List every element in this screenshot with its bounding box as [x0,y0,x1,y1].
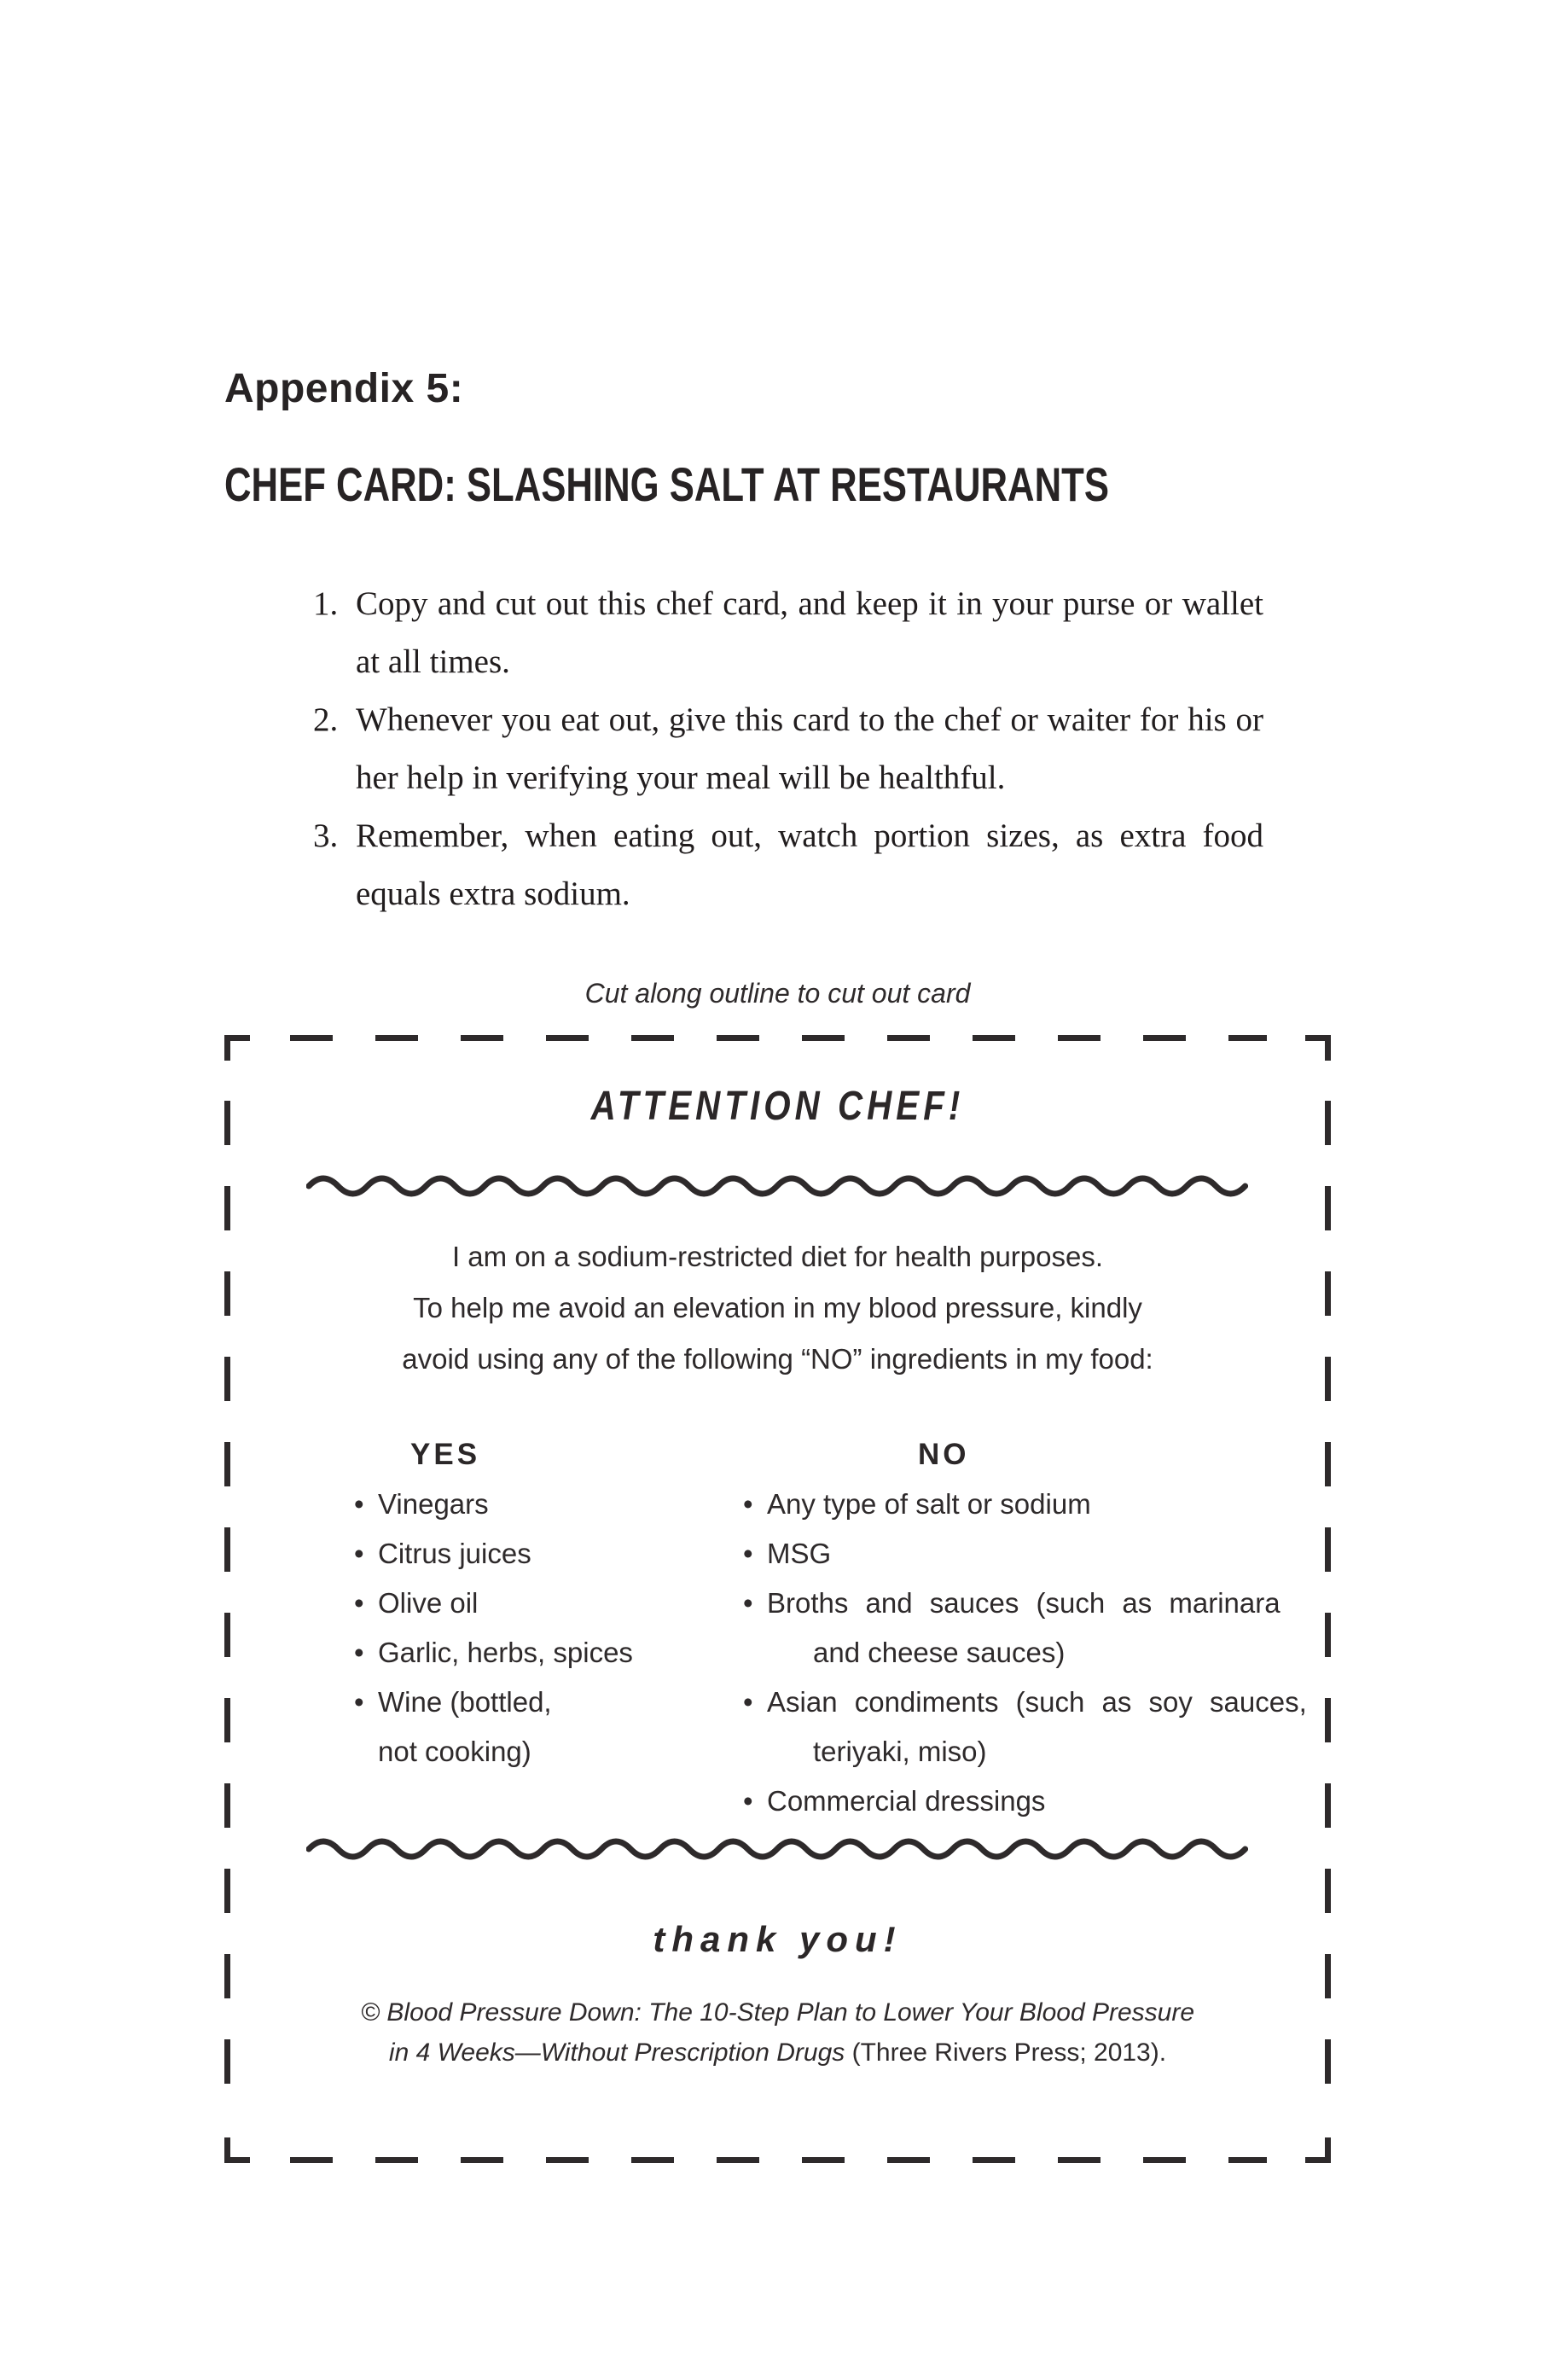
list-item [354,1628,734,1678]
bullet-icon: • [743,1538,753,1569]
list-item [354,1579,734,1628]
list-item-text: Broths and sauces (such as marinara [767,1587,1281,1619]
bullet-icon: • [354,1637,364,1668]
list-item-text: Vinegars [378,1488,489,1520]
squiggle-divider-bottom [306,1835,1248,1864]
list-item-text: Garlic, herbs, spices [378,1637,633,1668]
list-item [813,1628,1331,1678]
list-item-text: and cheese sauces) [813,1637,1066,1668]
cut-caption: Cut along outline to cut out card [584,978,971,1009]
list-item [743,1678,1331,1727]
instruction-text: Remember, when eating out, watch portion sizes, as extra food equals extra sodium. [356,817,1263,912]
bullet-icon: • [743,1785,753,1817]
instruction-number: 2. [313,701,339,738]
yes-column [354,1430,734,1777]
no-column-list [743,1480,1331,1826]
card-heading-text: ATTENTION CHEF! [590,1084,965,1129]
list-item [813,1727,1331,1777]
bullet-icon: • [354,1538,364,1569]
citation-line2 [224,2033,1331,2073]
instructions-list [313,575,1263,923]
page-title-text: CHEF CARD: SLASHING SALT AT RESTAURANTS [224,457,1109,511]
instruction-text: Copy and cut out this chef card, and keep it in your purse or wallet at all times. [356,585,1263,680]
instruction-text: Whenever you eat out, give this card to the chef or waiter for his or her help in verifying your meal will be healthful. [356,701,1263,796]
list-item-text: MSG [767,1538,832,1569]
thanks-text-inner: thank you! [653,1919,903,1959]
list-item [743,1777,1331,1826]
list-item [743,1480,1331,1529]
bullet-icon: • [354,1686,364,1718]
card-intro [224,1231,1331,1385]
citation-line2-title: in 4 Weeks—Without Prescription Drugs [388,2038,845,2067]
list-item-text: Wine (bottled, [378,1686,552,1718]
list-item-text: teriyaki, miso) [813,1736,987,1767]
list-item [743,1529,1331,1579]
list-item-text: not cooking) [378,1736,531,1767]
no-column-header: NO [918,1438,970,1471]
list-item-text: Citrus juices [378,1538,531,1569]
squiggle-divider-top [306,1172,1248,1201]
list-item-text: Olive oil [378,1587,479,1619]
bullet-icon: • [743,1488,753,1520]
bullet-icon: • [743,1587,753,1619]
card-heading [224,1085,1331,1138]
intro-line: I am on a sodium-restricted diet for health purposes. [451,1241,1104,1272]
appendix-label: Appendix 5: [224,366,464,411]
instruction-number: 1. [313,585,339,622]
list-item [354,1480,734,1529]
instruction-item [313,575,1263,691]
no-column [743,1430,1331,1826]
list-item-text: Commercial dressings [767,1785,1046,1817]
instruction-item [313,807,1263,923]
list-item [378,1727,734,1777]
yes-column-header: YES [410,1438,481,1471]
bullet-icon: • [743,1686,753,1718]
intro-line: To help me avoid an elevation in my blood pressure, kindly [413,1292,1142,1323]
chef-card [224,1035,1331,2163]
yes-column-list [354,1480,734,1777]
instruction-number: 3. [313,817,339,854]
citation-line1: © Blood Pressure Down: The 10-Step Plan to Lower Your Blood Pressure [360,1998,1195,2027]
intro-line: avoid using any of the following “NO” ingredients in my food: [402,1343,1153,1375]
bullet-icon: • [354,1587,364,1619]
list-item [743,1579,1331,1628]
page-title [224,457,1358,512]
list-item-text: Asian condiments (such as soy sauces, [767,1686,1307,1718]
thanks-text [224,1919,1331,1969]
list-item-text: Any type of salt or sodium [767,1488,1091,1520]
instruction-item [313,691,1263,807]
list-item [354,1529,734,1579]
citation [224,1992,1331,2073]
bullet-icon: • [354,1488,364,1520]
list-item [354,1678,734,1727]
citation-line2-publisher: (Three Rivers Press; 2013). [845,2038,1167,2067]
